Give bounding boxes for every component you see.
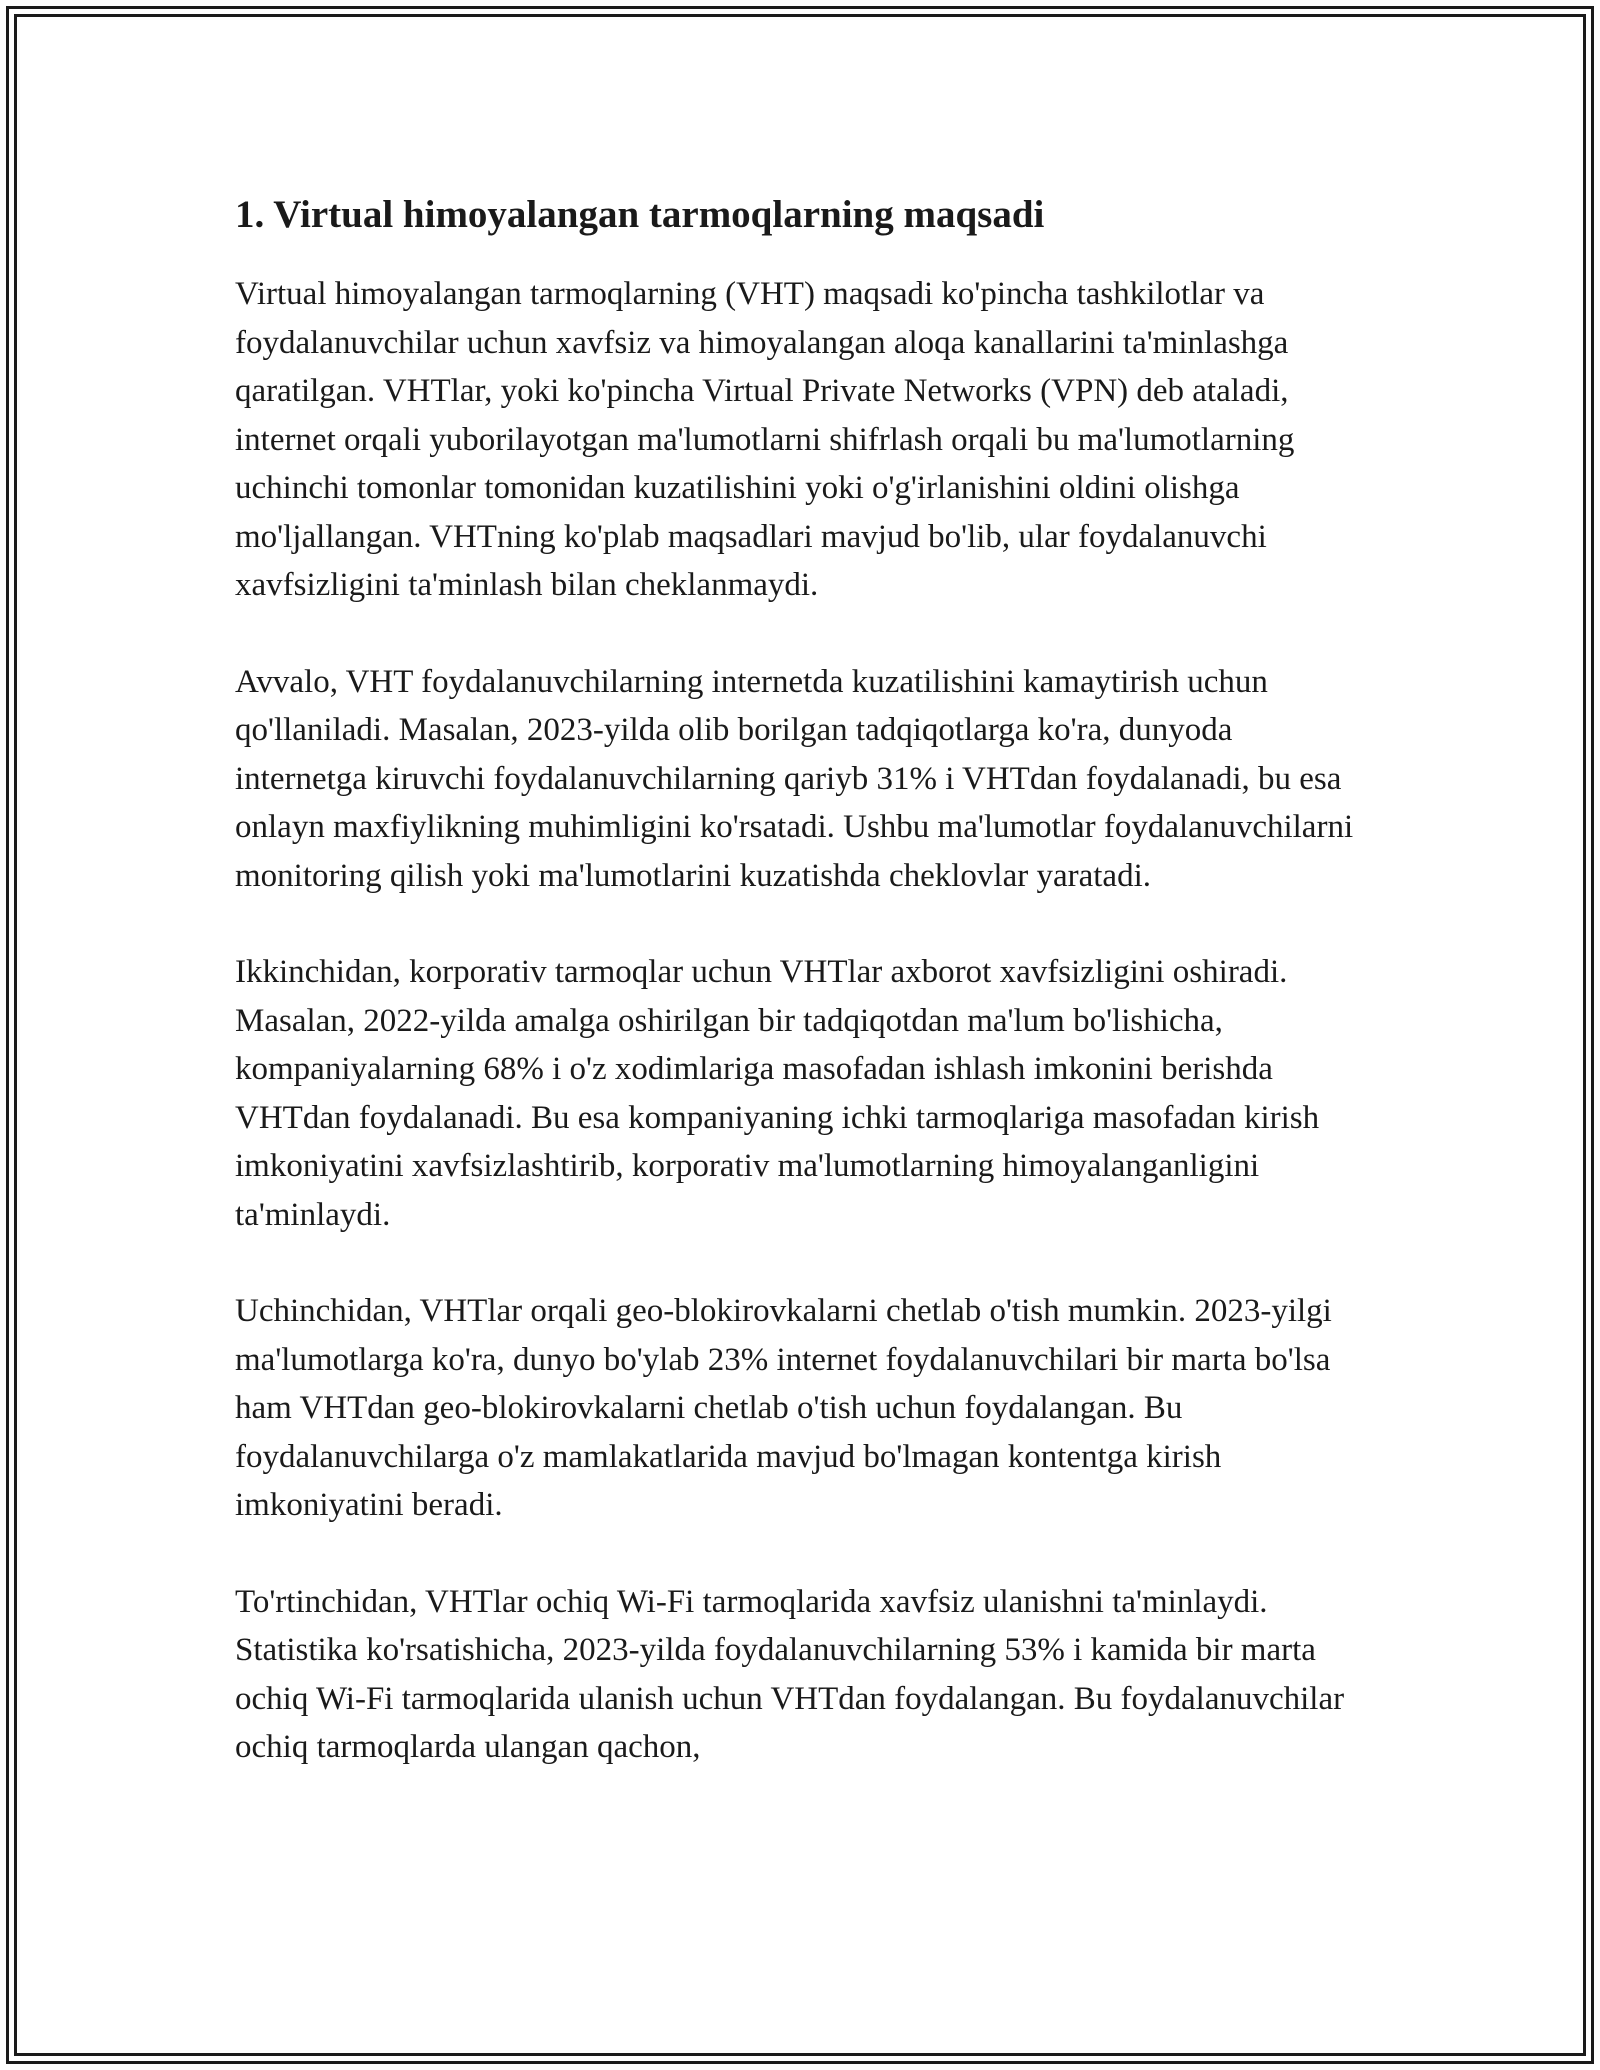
paragraph-third-purpose: Uchinchidan, VHTlar orqali geo-blokirovkalarni chetlab o'tish mumkin. 2023-yilgi ma'lumotlarga ko'ra, dunyo bo'ylab 23% internet foydalanuvchilari bir marta bo'lsa ham VHTdan geo-blokirovkalarni chetlab o'tish uchun foydalangan. Bu foydalanuvchilarga o'z mamlakatlarida mavjud bo'lmagan kontentga kirish imkoniyatini beradi. [235, 1293, 1332, 1523]
paragraph-second-purpose: Ikkinchidan, korporativ tarmoqlar uchun VHTlar axborot xavfsizligini oshiradi. Masalan, 2022-yilda amalga oshirilgan bir tadqiqotdan ma'lum bo'lishicha, kompaniyalarning 68% i o'z xodimlariga masofadan ishlash imkonini berishda VHTdan foydalanadi. Bu esa kompaniyaning ichki tarmoqlariga masofadan kirish imkoniyatini xavfsizlashtirib, korporativ ma'lumotlarning himoyalanganligini ta'minlaydi. [235, 954, 1320, 1233]
paragraph-fourth-purpose: To'rtinchidan, VHTlar ochiq Wi-Fi tarmoqlarida xavfsiz ulanishni ta'minlaydi. Statistika ko'rsatishicha, 2023-yilda foydalanuvchilarning 53% i kamida bir marta ochiq Wi-Fi tarmoqlarida ulanish uchun VHTdan foydalangan. Bu foydalanuvchilar ochiq tarmoqlarda ulangan qachon, [235, 1583, 1345, 1765]
document-body [235, 186, 1365, 1820]
section-heading: 1. Virtual himoyalangan tarmoqlarning maqsadi [235, 193, 1045, 236]
paragraph-intro: Virtual himoyalangan tarmoqlarning (VHT) maqsadi ko'pincha tashkilotlar va foydalanuvchilar uchun xavfsiz va himoyalangan aloqa kanallarini ta'minlashga qaratilgan. VHTlar, yoki ko'pincha Virtual Private Networks (VPN) deb ataladi, internet orqali yuborilayotgan ma'lumotlarni shifrlash orqali bu ma'lumotlarning uchinchi tomonlar tomonidan kuzatilishini yoki o'g'irlanishini oldini olishga mo'ljallangan. VHTning ko'plab maqsadlari mavjud bo'lib, ular foydalanuvchi xavfsizligini ta'minlash bilan cheklanmaydi. [235, 276, 1295, 603]
paragraph-first-purpose: Avvalo, VHT foydalanuvchilarning internetda kuzatilishini kamaytirish uchun qo'llaniladi. Masalan, 2023-yilda olib borilgan tadqiqotlarga ko'ra, dunyoda internetga kiruvchi foydalanuvchilarning qariyb 31% i VHTdan foydalanadi, bu esa onlayn maxfiylikning muhimligini ko'rsatadi. Ushbu ma'lumotlar foydalanuvchilarni monitoring qilish yoki ma'lumotlarini kuzatishda cheklovlar yaratadi. [235, 663, 1354, 894]
